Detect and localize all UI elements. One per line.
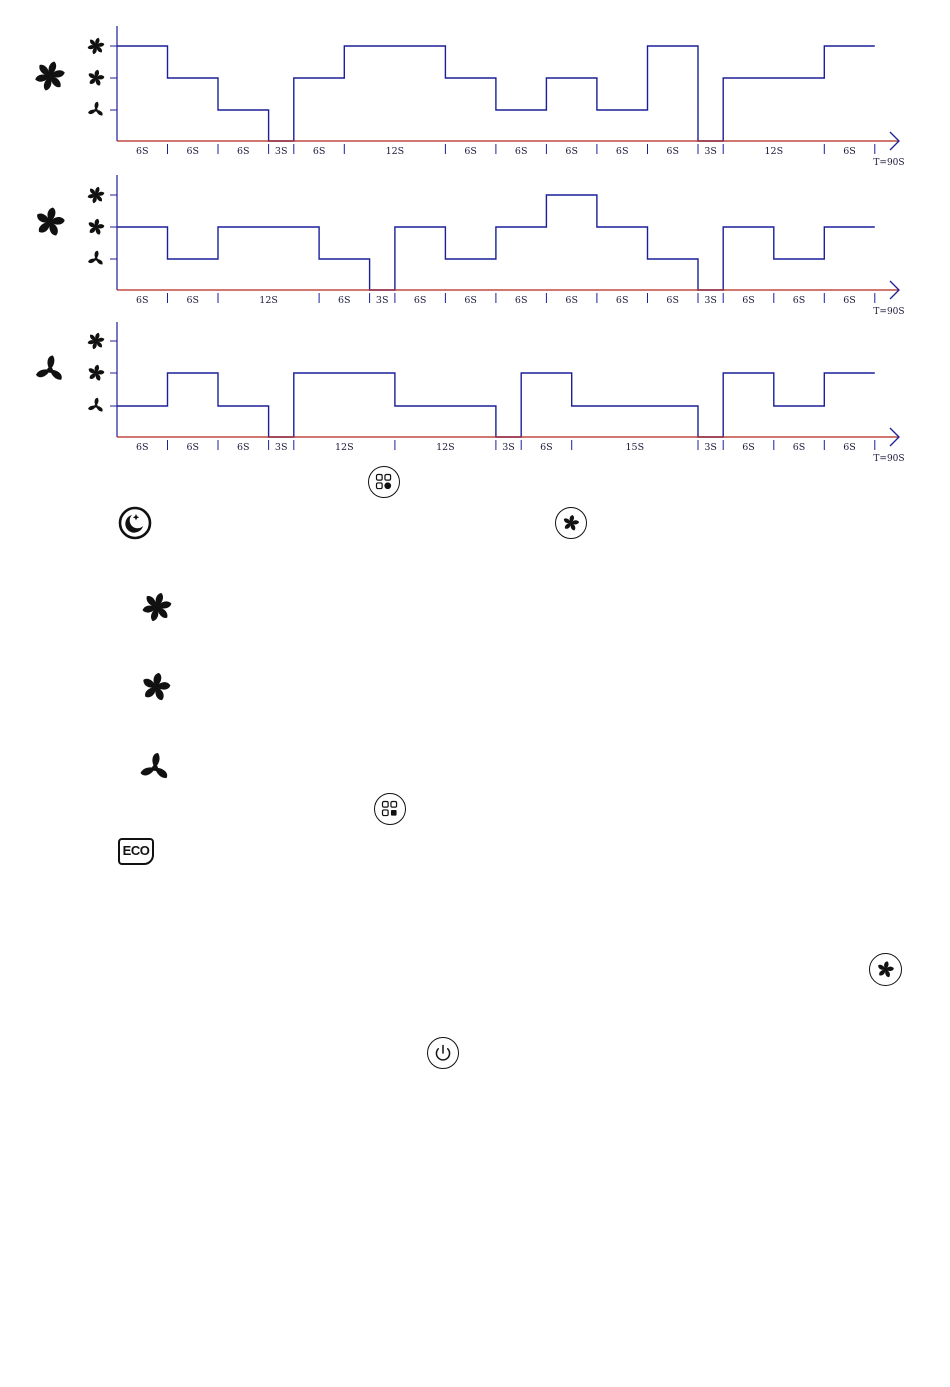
duration-label: 6S <box>742 295 755 306</box>
duration-label: 3S <box>704 442 717 453</box>
y-level-icon-medium <box>88 365 105 382</box>
eco-icon <box>118 838 154 865</box>
fan-low-icon <box>35 356 64 382</box>
mode-button-icon <box>368 466 400 498</box>
duration-label: 6S <box>792 295 806 306</box>
duration-label: 12S <box>259 295 278 306</box>
eco-label: ECO <box>122 843 150 858</box>
duration-label: 6S <box>540 442 553 453</box>
duration-label: 3S <box>704 146 717 157</box>
duration-label: 12S <box>385 146 405 157</box>
end-time-label: T=90S <box>873 307 905 317</box>
duration-label: 6S <box>565 295 578 306</box>
duration-label: 3S <box>375 295 389 306</box>
duration-label: 6S <box>413 295 427 306</box>
end-time-label: T=90S <box>873 454 905 464</box>
duration-label: 6S <box>136 146 149 157</box>
y-level-icon-low <box>88 251 104 265</box>
duration-label: 6S <box>843 442 856 453</box>
duration-label: 6S <box>136 295 149 306</box>
sleep-moon-icon <box>118 506 152 540</box>
duration-label: 6S <box>666 146 679 157</box>
duration-label: 6S <box>843 146 856 157</box>
duration-label: 6S <box>843 295 856 306</box>
duration-label: 6S <box>514 146 528 157</box>
fan-medium-icon <box>139 670 173 704</box>
duration-label: 3S <box>502 442 515 453</box>
duration-label: 6S <box>615 295 629 306</box>
duration-label: 6S <box>464 295 477 306</box>
duration-label: 3S <box>274 146 288 157</box>
duration-label: 6S <box>565 146 578 157</box>
duration-label: 6S <box>136 442 149 453</box>
end-time-label: T=90S <box>873 158 905 168</box>
fan-speed-step-series <box>117 373 875 437</box>
duration-label: 15S <box>625 442 645 453</box>
duration-label: 6S <box>742 442 755 453</box>
mode-button-icon <box>374 793 406 825</box>
duration-label: 6S <box>186 295 200 306</box>
power-icon <box>427 1037 459 1069</box>
duration-label: 6S <box>792 442 806 453</box>
fan-high-icon <box>34 62 65 91</box>
fan-speed-button-icon <box>869 953 902 986</box>
fan-speed-step-series <box>117 195 875 290</box>
y-level-icon-high <box>87 333 105 349</box>
duration-label: 6S <box>237 442 250 453</box>
duration-label: 6S <box>514 295 528 306</box>
duration-label: 6S <box>186 442 200 453</box>
duration-label: 6S <box>338 295 351 306</box>
duration-label: 3S <box>704 295 717 306</box>
y-level-icon-low <box>88 398 104 412</box>
duration-label: 6S <box>186 146 200 157</box>
y-level-icon-medium <box>88 219 105 236</box>
fan-high-icon <box>140 590 174 624</box>
y-level-icon-medium <box>88 70 105 87</box>
duration-label: 6S <box>464 146 477 157</box>
fan-speed-timing-diagrams <box>0 0 950 470</box>
y-level-icon-high <box>87 187 105 203</box>
fan-medium-icon <box>35 208 65 237</box>
fan-low-icon <box>137 750 173 786</box>
y-level-icon-low <box>88 102 104 116</box>
fan-speed-step-series <box>117 46 875 141</box>
y-level-icon-high <box>87 38 105 54</box>
duration-label: 12S <box>764 146 784 157</box>
duration-label: 6S <box>237 146 250 157</box>
duration-label: 12S <box>334 442 354 453</box>
fan-speed-button-icon <box>555 507 587 539</box>
duration-label: 6S <box>666 295 679 306</box>
duration-label: 3S <box>274 442 288 453</box>
duration-label: 6S <box>615 146 629 157</box>
duration-label: 12S <box>436 442 455 453</box>
duration-label: 6S <box>312 146 326 157</box>
